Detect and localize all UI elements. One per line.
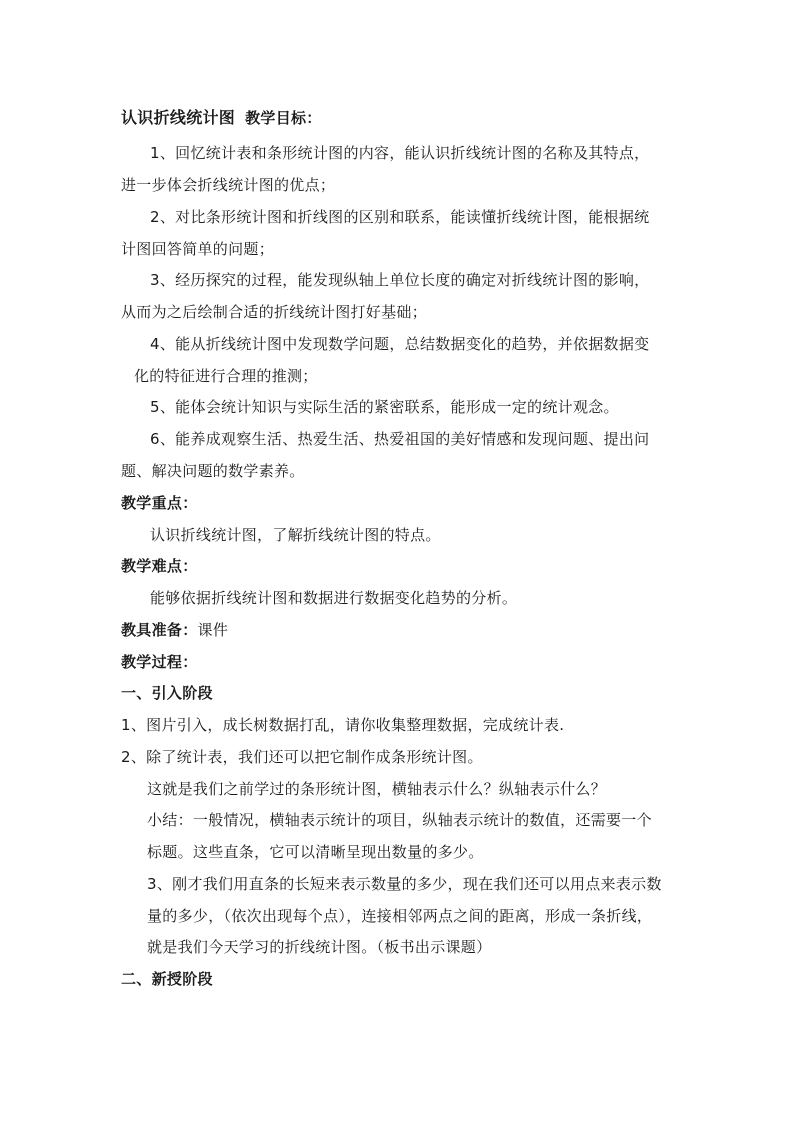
objective-2-line-2: 计图回答简单的问题；	[121, 240, 275, 258]
objective-3-line-1: 3、经历探究的过程，能发现纵轴上单位长度的确定对折线统计图的影响，	[150, 271, 650, 289]
objective-1-line-2: 进一步体会折线统计图的优点；	[121, 176, 336, 194]
objective-1-line-1: 1、回忆统计表和条形统计图的内容，能认识折线统计图的名称及其特点，	[150, 144, 650, 162]
key-point-text: 认识折线统计图，了解折线统计图的特点。	[150, 526, 441, 544]
key-point-heading: 教学重点：	[121, 494, 198, 512]
process-heading: 教学过程：	[121, 653, 198, 671]
objective-6-line-1: 6、能养成观察生活、热爱生活、热爱祖国的美好情感和发现问题、提出问	[150, 430, 650, 448]
objective-4-line-2: 化的特征进行合理的推测；	[134, 367, 318, 385]
objective-3-line-2: 从而为之后绘制合适的折线统计图打好基础；	[121, 303, 428, 321]
prep-line	[121, 620, 228, 640]
objective-6-line-2: 题、解决问题的数学素养。	[121, 462, 305, 480]
prep-heading: 教具准备：	[121, 621, 198, 639]
section-2-heading: 二、新授阶段	[121, 970, 213, 988]
objective-2-line-1: 2、对比条形统计图和折线图的区别和联系，能读懂折线统计图，能根据统	[150, 208, 650, 226]
section-1-item-2: 2、除了统计表，我们还可以把它制作成条形统计图。	[121, 748, 483, 766]
section-1-summary-line-2: 标题。这些直条，它可以清晰呈现出数量的多少。	[147, 843, 484, 861]
objectives-heading: 教学目标：	[245, 109, 322, 127]
difficulty-heading: 教学难点：	[121, 557, 198, 575]
objective-5: 5、能体会统计知识与实际生活的紧密联系，能形成一定的统计观念。	[150, 398, 619, 416]
difficulty-text: 能够依据折线统计图和数据进行数据变化趋势的分析。	[150, 589, 518, 607]
section-1-heading: 一、引入阶段	[121, 684, 213, 702]
title-line	[121, 108, 322, 128]
objective-4-line-1: 4、能从折线统计图中发现数学问题，总结数据变化的趋势，并依据数据变	[150, 335, 650, 353]
document-title: 认识折线统计图	[121, 108, 236, 127]
section-1-summary-line-1: 小结：一般情况，横轴表示统计的项目，纵轴表示统计的数值，还需要一个	[147, 811, 652, 829]
section-1-question: 这就是我们之前学过的条形统计图，横轴表示什么？纵轴表示什么？	[147, 780, 607, 798]
section-1-item-1: 1、图片引入，成长树数据打乱，请你收集整理数据，完成统计表.	[121, 716, 565, 734]
section-1-item-3-line-3: 就是我们今天学习的折线统计图。（板书出示课题）	[147, 938, 492, 956]
prep-text: 课件	[197, 621, 229, 639]
section-1-item-3-line-2: 量的多少，（依次出现每个点），连接相邻两点之间的距离，形成一条折线，	[147, 907, 653, 925]
section-1-item-3-line-1: 3、刚才我们用直条的长短来表示数量的多少，现在我们还可以用点来表示数	[147, 875, 662, 893]
